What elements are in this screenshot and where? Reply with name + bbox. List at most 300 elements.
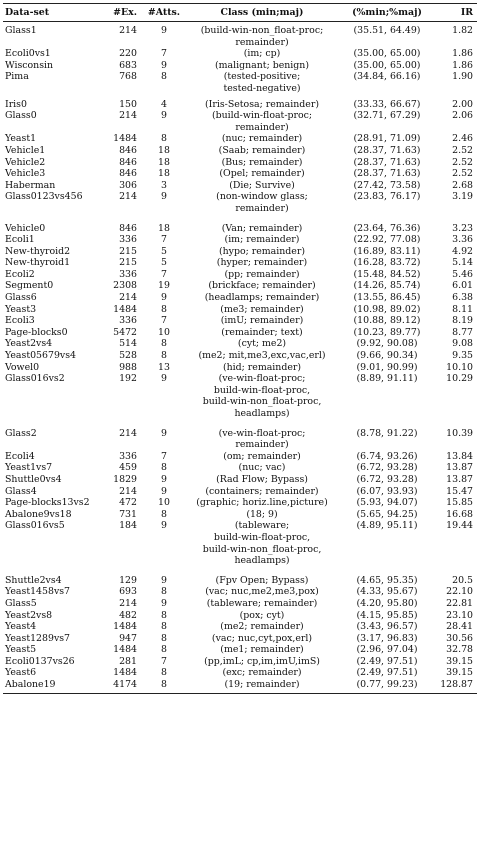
class-line: build-win-non_float-proc,: [202, 396, 322, 408]
examples-cell: 2308: [113, 280, 137, 292]
class-cell: [185, 474, 339, 486]
class-line: (pp; remainder): [224, 268, 300, 280]
class-cell: [185, 191, 339, 222]
class-line: (nuc; remainder): [221, 133, 303, 145]
dataset-name-cell: Pima: [5, 71, 29, 83]
dataset-name-cell: Yeast1: [5, 133, 37, 145]
class-line: (Bus; remainder): [221, 156, 303, 168]
percent-cell: (23.64, 76.36): [353, 222, 421, 234]
dataset-name-cell: Iris0: [5, 98, 27, 110]
class-line: (imU; remainder): [220, 315, 304, 327]
percent-cell: (10.98, 89.02): [353, 303, 421, 315]
dataset-name-cell: Glass016vs5: [5, 520, 65, 532]
percent-cell: (2.49, 97.51): [356, 667, 418, 679]
examples-cell: 214: [119, 110, 137, 122]
table-row: [3, 280, 477, 292]
table-row: [3, 60, 477, 72]
ir-cell: 2.68: [452, 179, 473, 191]
examples-cell: 4174: [101, 679, 143, 693]
table-row: [3, 575, 477, 587]
examples-cell: 846: [119, 144, 137, 156]
class-cell: [185, 22, 339, 49]
header-dataset: Data-set: [3, 4, 101, 22]
class-cell: [185, 462, 339, 474]
ir-cell: 2.52: [452, 156, 473, 168]
class-cell: [185, 168, 339, 180]
dataset-name-cell: Ecoli0vs1: [5, 48, 51, 60]
dataset-name-cell: Yeast4: [5, 621, 37, 633]
attributes-cell: 8: [161, 350, 167, 362]
examples-cell: 1484: [113, 667, 137, 679]
attributes-cell: 9: [161, 597, 167, 609]
percent-cell: (6.72, 93.28): [356, 473, 418, 485]
class-line: (build-win-float-proc;: [211, 110, 313, 122]
attributes-cell: 9: [161, 59, 167, 71]
attributes-cell: 8: [161, 71, 167, 83]
percent-cell: (4.20, 95.80): [356, 597, 418, 609]
attributes-cell: 18: [158, 144, 170, 156]
table-row: [3, 486, 477, 498]
examples-cell: 336: [119, 315, 137, 327]
ir-cell: 4.92: [452, 245, 473, 257]
percent-cell: (5.93, 94.07): [356, 497, 418, 509]
percent-cell: (5.65, 94.25): [356, 508, 418, 520]
class-cell: [185, 373, 339, 427]
table-row: [3, 257, 477, 269]
class-cell: [185, 509, 339, 521]
table-row: [3, 598, 477, 610]
ir-cell: 9.08: [452, 338, 473, 350]
table-row: [3, 350, 477, 362]
class-cell: [185, 315, 339, 327]
class-cell: [185, 292, 339, 304]
table-row: [3, 292, 477, 304]
attributes-cell: 8: [161, 609, 167, 621]
class-cell: [185, 575, 339, 587]
ir-cell: 13.84: [446, 450, 473, 462]
class-line: (vac; nuc,cyt,pox,erl): [211, 632, 313, 644]
dataset-name-cell: Yeast05679vs4: [5, 350, 76, 362]
dataset-name-cell: Glass6: [5, 292, 37, 304]
percent-cell: (35.00, 65.00): [353, 59, 421, 71]
class-line: (18; 9): [246, 508, 278, 520]
ir-cell: 2.46: [452, 133, 473, 145]
class-cell: [185, 520, 339, 574]
table-row: [3, 223, 477, 235]
examples-cell: 214: [119, 485, 137, 497]
dataset-name-cell: Glass4: [5, 485, 37, 497]
ir-cell: 8.19: [452, 315, 473, 327]
class-line: (vac; nuc,me2,me3,pox): [205, 586, 319, 598]
table-row: [3, 71, 477, 98]
percent-cell: (27.42, 73.58): [353, 179, 421, 191]
class-line: (headlamps; remainder): [204, 292, 320, 304]
table-row: [3, 667, 477, 679]
class-line: (malignant; benign): [215, 59, 309, 71]
examples-cell: 514: [119, 338, 137, 350]
table-row: [3, 133, 477, 145]
ir-cell: 10.10: [446, 361, 473, 373]
ir-cell: 1.86: [452, 59, 473, 71]
ir-cell: 39.15: [446, 655, 473, 667]
class-line: (me2; remainder): [220, 621, 304, 633]
dataset-name-cell: Segment0: [5, 280, 54, 292]
class-line: (hid; remainder): [222, 361, 302, 373]
examples-cell: 1484: [113, 644, 137, 656]
header-percent: (%min;%maj): [339, 4, 435, 22]
attributes-cell: 8: [161, 644, 167, 656]
examples-cell: 184: [119, 520, 137, 532]
class-cell: [185, 350, 339, 362]
dataset-name-cell: Glass016vs2: [5, 373, 65, 385]
percent-cell: (9.92, 90.08): [356, 338, 418, 350]
attributes-cell: 8: [161, 303, 167, 315]
table-row: [3, 315, 477, 327]
attributes-cell: 18: [158, 168, 170, 180]
percent-cell: (28.37, 71.63): [353, 168, 421, 180]
class-cell: [185, 644, 339, 656]
class-line: (19; remainder): [224, 679, 300, 691]
table-row: [3, 428, 477, 451]
ir-cell: 1.82: [452, 25, 473, 36]
class-line: (cyt; me2): [237, 338, 287, 350]
examples-cell: 215: [119, 257, 137, 269]
percent-cell: (35.00, 65.00): [353, 48, 421, 60]
class-cell: [185, 280, 339, 292]
dataset-name-cell: Glass0123vs456: [5, 191, 83, 203]
class-line: remainder): [235, 36, 289, 48]
examples-cell: 336: [119, 268, 137, 280]
ir-cell: 15.85: [446, 497, 473, 509]
table-row: [3, 327, 477, 339]
dataset-name-cell: Yeast1289vs7: [5, 632, 71, 644]
ir-cell: 5.14: [452, 257, 473, 269]
examples-cell: 214: [119, 25, 137, 36]
percent-cell: (0.77, 99.23): [339, 679, 435, 693]
ir-cell: 10.39: [446, 427, 473, 439]
class-line: (pp,imL; cp,im,imU,imS): [204, 655, 320, 667]
class-cell: [185, 234, 339, 246]
attributes-cell: 9: [161, 473, 167, 485]
percent-cell: (32.71, 67.29): [353, 110, 421, 122]
examples-cell: 472: [119, 497, 137, 509]
table-row: [3, 621, 477, 633]
ir-cell: 22.10: [446, 586, 473, 598]
class-line: remainder): [235, 439, 289, 451]
percent-cell: (33.33, 66.67): [353, 98, 421, 110]
ir-cell: 16.68: [446, 508, 473, 520]
dataset-name-cell: Haberman: [5, 179, 56, 191]
attributes-cell: 18: [158, 156, 170, 168]
class-line: (Van; remainder): [221, 222, 303, 234]
percent-cell: (4.33, 95.67): [356, 586, 418, 598]
header-attributes: #Atts.: [143, 4, 185, 22]
ir-cell: 19.44: [446, 520, 473, 532]
ir-cell: 28.41: [446, 621, 473, 633]
table-row: [3, 644, 477, 656]
class-cell: [185, 269, 339, 281]
dataset-name-cell: Vehicle0: [5, 222, 46, 234]
class-line: (Opel; remainder): [219, 168, 305, 180]
percent-cell: (15.48, 84.52): [353, 268, 421, 280]
percent-cell: (35.51, 64.49): [353, 25, 421, 36]
percent-cell: (6.07, 93.93): [356, 485, 418, 497]
attributes-cell: 8: [161, 632, 167, 644]
table-row: [3, 145, 477, 157]
dataset-name-cell: Glass1: [5, 25, 37, 36]
dataset-name-cell: Yeast3: [5, 303, 37, 315]
class-cell: [185, 656, 339, 668]
ir-cell: 32.78: [446, 644, 473, 656]
percent-cell: (4.65, 95.35): [356, 574, 418, 586]
class-cell: [185, 362, 339, 374]
ir-cell: 6.38: [452, 292, 473, 304]
class-line: build-win-float-proc,: [213, 384, 311, 396]
ir-cell: 20.5: [452, 574, 473, 586]
attributes-cell: 5: [161, 245, 167, 257]
ir-cell: 2.06: [452, 110, 473, 122]
percent-cell: (28.37, 71.63): [353, 144, 421, 156]
dataset-name-cell: Yeast1458vs7: [5, 586, 71, 598]
examples-cell: 336: [119, 450, 137, 462]
attributes-cell: 10: [158, 326, 170, 338]
examples-cell: 947: [119, 632, 137, 644]
attributes-cell: 9: [161, 520, 167, 532]
dataset-name-cell: Glass5: [5, 597, 37, 609]
attributes-cell: 7: [161, 655, 167, 667]
table-body: [3, 22, 477, 694]
class-cell: [185, 180, 339, 192]
table-row: [3, 168, 477, 180]
class-cell: [185, 60, 339, 72]
dataset-name-cell: Yeast2vs4: [5, 338, 53, 350]
table-row: [3, 191, 477, 222]
class-cell: [185, 610, 339, 622]
ir-cell: 6.01: [452, 280, 473, 292]
dataset-name-cell: Glass2: [5, 427, 37, 439]
ir-cell: 3.19: [452, 191, 473, 203]
attributes-cell: 4: [161, 98, 167, 110]
percent-cell: (3.17, 96.83): [356, 632, 418, 644]
class-cell: [185, 133, 339, 145]
class-cell: [185, 71, 339, 98]
percent-cell: (13.55, 86.45): [353, 292, 421, 304]
class-line: (ve-win-float-proc;: [218, 373, 306, 385]
class-cell: [185, 327, 339, 339]
table-row: [3, 338, 477, 350]
class-line: (om; remainder): [223, 450, 301, 462]
percent-cell: (9.01, 90.99): [356, 361, 418, 373]
dataset-name-cell: Yeast2vs8: [5, 609, 53, 621]
class-line: (graphic; horiz.line,picture): [196, 497, 328, 509]
header-ir: IR: [435, 4, 477, 22]
header-examples: #Ex.: [101, 4, 143, 22]
class-line: (Saab; remainder): [218, 144, 306, 156]
dataset-name-cell: Ecoli4: [5, 450, 35, 462]
class-line: build-win-non_float-proc,: [202, 543, 322, 555]
class-line: remainder): [235, 121, 289, 133]
examples-cell: 1829: [113, 473, 137, 485]
attributes-cell: 8: [161, 586, 167, 598]
dataset-name-cell: Yeast6: [5, 667, 37, 679]
dataset-table-container: [3, 3, 473, 694]
class-line: (containers; remainder): [205, 485, 319, 497]
class-line: (hyper; remainder): [216, 257, 308, 269]
class-line: (non-window glass;: [216, 191, 308, 203]
table-row: [3, 180, 477, 192]
examples-cell: 306: [119, 179, 137, 191]
class-line: (tested-positive;: [223, 71, 301, 83]
ir-cell: 8.77: [452, 326, 473, 338]
class-line: (Rad Flow; Bypass): [216, 473, 308, 485]
table-row: [3, 586, 477, 598]
percent-cell: (2.96, 97.04): [356, 644, 418, 656]
percent-cell: (6.74, 93.26): [356, 450, 418, 462]
class-line: (Iris-Setosa; remainder): [205, 98, 319, 110]
examples-cell: 988: [119, 361, 137, 373]
attributes-cell: 9: [161, 110, 167, 122]
class-line: (remainder; text): [221, 326, 303, 338]
attributes-cell: 8: [161, 667, 167, 679]
class-cell: [185, 633, 339, 645]
table-row: [3, 451, 477, 463]
dataset-name-cell: Vehicle2: [5, 156, 46, 168]
dataset-name-cell: Abalone19: [3, 679, 101, 693]
table-row: [3, 110, 477, 133]
dataset-name-cell: Ecoli2: [5, 268, 35, 280]
ir-cell: 3.36: [452, 234, 473, 246]
attributes-cell: 8: [161, 133, 167, 145]
examples-cell: 482: [119, 609, 137, 621]
attributes-cell: 18: [158, 222, 170, 234]
percent-cell: (10.88, 89.12): [353, 315, 421, 327]
dataset-table: [3, 3, 477, 694]
percent-cell: (9.66, 90.34): [356, 350, 418, 362]
attributes-cell: 9: [161, 292, 167, 304]
class-cell: [185, 451, 339, 463]
class-line: headlamps): [234, 555, 290, 567]
dataset-name-cell: Page-blocks13vs2: [5, 497, 90, 509]
table-header-row: [3, 4, 477, 22]
class-cell: [185, 145, 339, 157]
dataset-name-cell: Ecoli1: [5, 234, 35, 246]
percent-cell: (16.89, 83.11): [353, 245, 421, 257]
ir-cell: 2.52: [452, 168, 473, 180]
percent-cell: (4.15, 95.85): [356, 609, 418, 621]
percent-cell: (22.92, 77.08): [353, 234, 421, 246]
examples-cell: 214: [119, 427, 137, 439]
class-cell: [185, 486, 339, 498]
class-line: (brickface; remainder): [208, 280, 316, 292]
percent-cell: (4.89, 95.11): [356, 520, 418, 532]
ir-cell: 1.90: [452, 71, 473, 83]
dataset-name-cell: Ecoli3: [5, 315, 35, 327]
examples-cell: 215: [119, 245, 137, 257]
dataset-name-cell: Vehicle1: [5, 144, 46, 156]
class-cell: [185, 621, 339, 633]
attributes-cell: 7: [161, 48, 167, 60]
class-cell: [185, 497, 339, 509]
dataset-name-cell: New-thyroid2: [5, 245, 71, 257]
table-row: [3, 633, 477, 645]
examples-cell: 683: [119, 59, 137, 71]
ir-cell: 9.35: [452, 350, 473, 362]
class-line: (Die; Survive): [229, 179, 295, 191]
dataset-name-cell: Glass0: [5, 110, 37, 122]
dataset-name-cell: Vehicle3: [5, 168, 46, 180]
dataset-name-cell: Yeast5: [5, 644, 37, 656]
class-line: (exc; remainder): [222, 667, 302, 679]
class-line: (me2; mit,me3,exc,vac,erl): [198, 350, 326, 362]
attributes-cell: 19: [158, 280, 170, 292]
table-row: [3, 474, 477, 486]
table-row: [3, 246, 477, 258]
class-cell: [185, 246, 339, 258]
ir-cell: 3.23: [452, 222, 473, 234]
ir-cell: 30.56: [446, 632, 473, 644]
dataset-name-cell: Ecoli0137vs26: [5, 655, 75, 667]
examples-cell: 192: [119, 373, 137, 385]
dataset-name-cell: Vowel0: [5, 361, 40, 373]
table-row: [3, 157, 477, 169]
attributes-cell: 13: [158, 361, 170, 373]
ir-cell: 5.46: [452, 268, 473, 280]
examples-cell: 528: [119, 350, 137, 362]
table-row: [3, 304, 477, 316]
table-row: [3, 99, 477, 111]
attributes-cell: 9: [161, 25, 167, 36]
ir-cell: 2.00: [452, 98, 473, 110]
table-row: [3, 509, 477, 521]
percent-cell: (8.78, 91.22): [356, 427, 418, 439]
percent-cell: (8.89, 91.11): [356, 373, 418, 385]
attributes-cell: 5: [161, 257, 167, 269]
ir-cell: 1.86: [452, 48, 473, 60]
dataset-name-cell: Wisconsin: [5, 59, 54, 71]
attributes-cell: 9: [161, 485, 167, 497]
class-cell: [185, 667, 339, 679]
class-line: (tableware;: [234, 520, 290, 532]
table-row: [3, 679, 477, 693]
attributes-cell: 7: [161, 268, 167, 280]
dataset-name-cell: Page-blocks0: [5, 326, 68, 338]
ir-cell: 39.15: [446, 667, 473, 679]
percent-cell: (16.28, 83.72): [353, 257, 421, 269]
attributes-cell: 8: [161, 508, 167, 520]
attributes-cell: 8: [143, 679, 185, 693]
ir-cell: 8.11: [452, 303, 473, 315]
examples-cell: 846: [119, 222, 137, 234]
class-cell: [185, 304, 339, 316]
attributes-cell: 7: [161, 315, 167, 327]
class-line: (im; cp): [243, 48, 281, 60]
percent-cell: (28.37, 71.63): [353, 156, 421, 168]
percent-cell: (28.91, 71.09): [353, 133, 421, 145]
attributes-cell: 8: [161, 338, 167, 350]
examples-cell: 768: [119, 71, 137, 83]
ir-cell: 13.87: [446, 473, 473, 485]
class-line: (tableware; remainder): [206, 597, 318, 609]
class-cell: [185, 48, 339, 60]
examples-cell: 220: [119, 48, 137, 60]
examples-cell: 731: [119, 508, 137, 520]
attributes-cell: 9: [161, 427, 167, 439]
class-cell: [185, 586, 339, 598]
attributes-cell: 8: [161, 621, 167, 633]
examples-cell: 1484: [113, 133, 137, 145]
class-line: tested-negative): [223, 82, 301, 94]
class-line: (build-win-non_float-proc;: [200, 25, 324, 36]
